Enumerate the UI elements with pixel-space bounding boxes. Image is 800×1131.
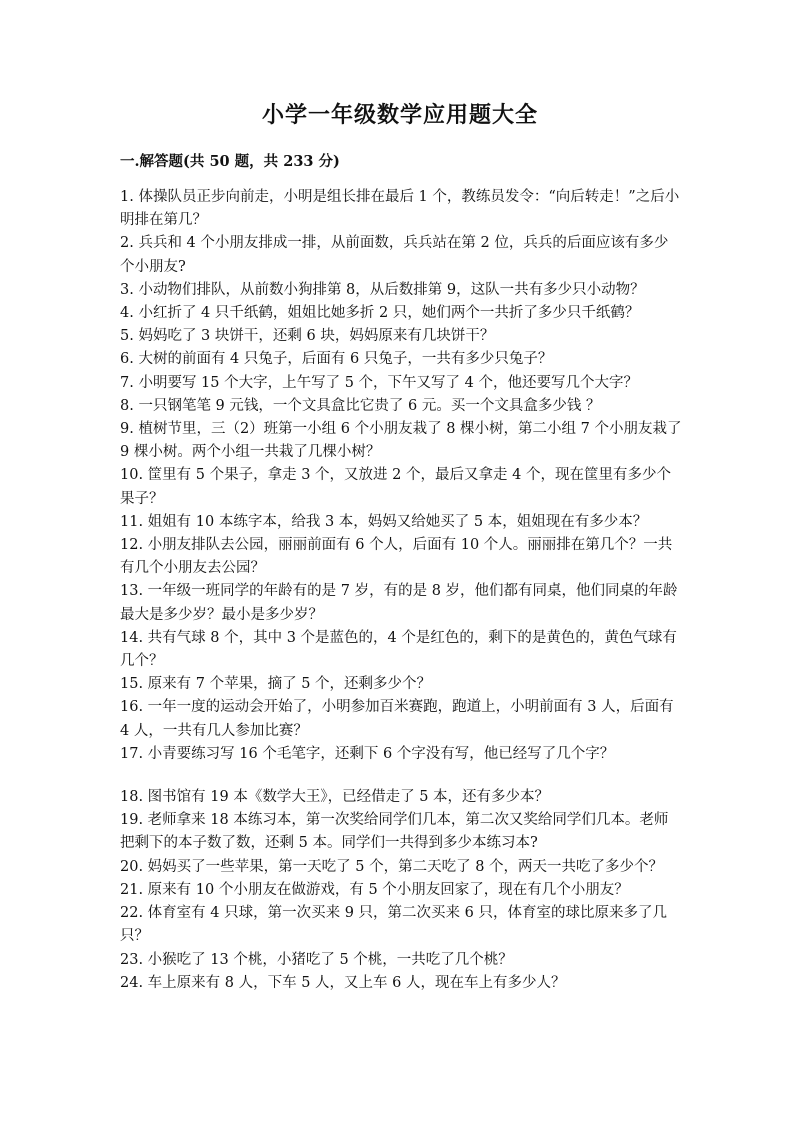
question-item: 22. 体育室有 4 只球，第一次买来 9 只，第二次买来 6 只，体育室的球比原来多了几只？ xyxy=(120,905,667,945)
question-item: 13. 一年级一班同学的年龄有的是 7 岁，有的是 8 岁，他们都有同桌，他们同桌的年龄最大是多少岁？最小是多少岁？ xyxy=(120,583,678,623)
question-item: 3. 小动物们排队，从前数小狗排第 8，从后数排第 9，这队一共有多少只小动物？ xyxy=(120,281,645,298)
question-item: 23. 小猴吃了 13 个桃，小猪吃了 5 个桃，一共吃了几个桃？ xyxy=(120,951,513,968)
question-item: 12. 小朋友排队去公园，丽丽前面有 6 个人，后面有 10 个人。丽丽排在第几个？一共有几个小朋友去公园？ xyxy=(120,537,673,577)
question-item: 7. 小明要写 15 个大字，上午写了 5 个，下午又写了 4 个，他还要写几个大字？ xyxy=(120,374,638,391)
question-item: 5. 妈妈吃了 3 块饼干，还剩 6 块，妈妈原来有几块饼干？ xyxy=(120,328,495,345)
question-item: 11. 姐姐有 10 本练字本，给我 3 本，妈妈又给她买了 5 本，姐姐现在有多少本？ xyxy=(120,513,648,530)
question-list xyxy=(120,186,682,995)
question-item: 10. 筐里有 5 个果子，拿走 3 个，又放进 2 个，最后又拿走 4 个，现在筐里有多少个果子？ xyxy=(120,467,671,507)
question-item: 20. 妈妈买了一些苹果，第一天吃了 5 个，第二天吃了 8 个，两天一共吃了多少个？ xyxy=(120,858,664,875)
question-item: 19. 老师拿来 18 本练习本，第一次奖给同学们几本，第二次又奖给同学们几本。老师把剩下的本子数了数，还剩 5 本。同学们一共得到多少本练习本? xyxy=(120,812,669,852)
question-item: 24. 车上原来有 8 人，下车 5 人，又上车 6 人，现在车上有多少人？ xyxy=(120,974,566,991)
section-heading: 一.解答题(共 50 题，共 233 分) xyxy=(120,153,340,170)
question-item: 14. 共有气球 8 个，其中 3 个是蓝色的，4 个是红色的，剩下的是黄色的，黄色气球有几个？ xyxy=(120,629,677,670)
question-item: 17. 小青要练习写 16 个毛笔字，还剩下 6 个字没有写，他已经写了几个字？ xyxy=(120,745,615,762)
document-title: 小学一年级数学应用题大全 xyxy=(261,102,538,128)
question-item: 16. 一年一度的运动会开始了，小明参加百米赛跑，跑道上，小明前面有 3 人，后面有 4 人，一共有几人参加比赛？ xyxy=(120,699,674,739)
question-item: 18. 图书馆有 19 本《数学大王》，已经借走了 5 本，还有多少本？ xyxy=(120,789,550,806)
question-item: 2. 兵兵和 4 个小朋友排成一排，从前面数，兵兵站在第 2 位，兵兵的后面应该有多少个小朋友? xyxy=(120,235,669,275)
question-item: 1. 体操队员正步向前走，小明是组长排在最后 1 个，教练员发令：“向后转走！”之后小明排在第几？ xyxy=(120,189,680,229)
question-item: 8. 一只钢笔笔 9 元钱，一个文具盒比它贵了 6 元。买一个文具盒多少钱 ？ xyxy=(120,397,601,414)
question-item: 15. 原来有 7 个苹果，摘了 5 个，还剩多少个？ xyxy=(120,676,432,693)
question-item: 9. 植树节里，三（2）班第一小组 6 个小朋友栽了 8 棵小树，第二小组 7 个小朋友栽了 9 棵小树。两个小组一共栽了几棵小树？ xyxy=(120,421,682,461)
question-item: 4. 小红折了 4 只千纸鹤，姐姐比她多折 2 只，她们两个一共折了多少只千纸鹤？ xyxy=(120,305,640,322)
question-item: 21. 原来有 10 个小朋友在做游戏，有 5 个小朋友回家了，现在有几个小朋友？ xyxy=(120,881,629,898)
question-item: 6. 大树的前面有 4 只兔子，后面有 6 只兔子，一共有多少只兔子？ xyxy=(120,351,553,368)
